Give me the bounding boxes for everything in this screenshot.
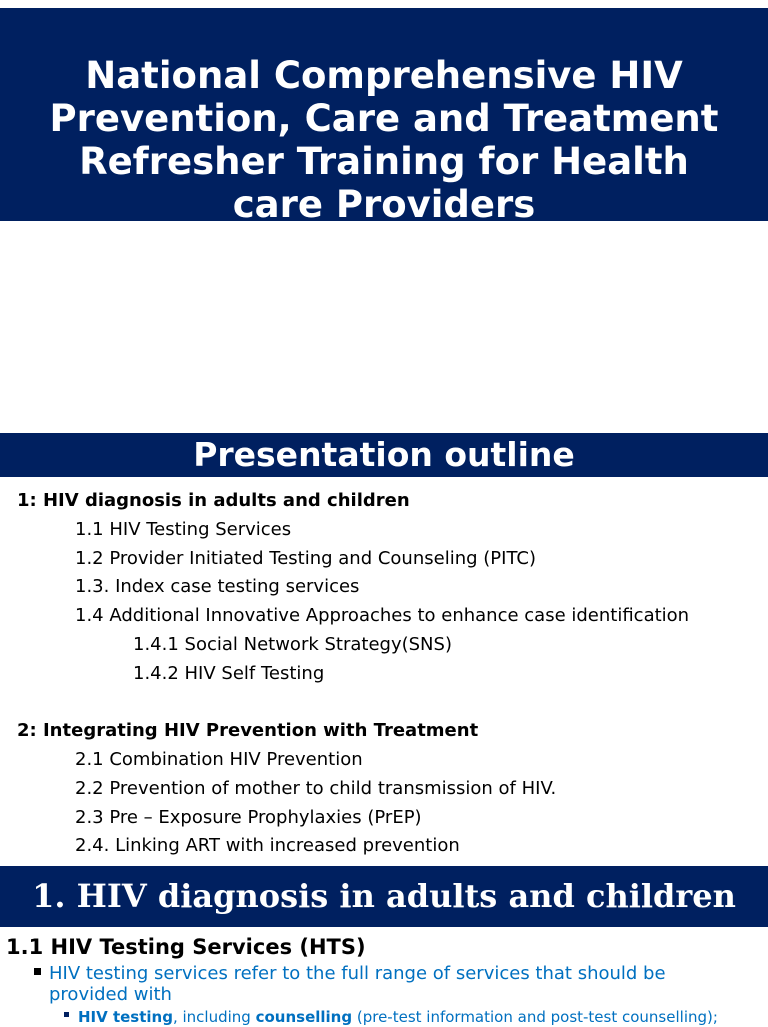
title-line: Prevention, Care and Treatment: [49, 97, 719, 140]
subsection-heading: 1.1 HIV Testing Services (HTS): [6, 935, 366, 959]
outline-item: 1.3. Index case testing services: [75, 576, 360, 597]
bold-term: HIV testing: [78, 1008, 173, 1026]
sub-bullet-fragment: , including: [172, 1008, 256, 1026]
bullet-text: HIV testing services refer to the full range of services that should be provided with: [49, 963, 666, 1005]
sub-bullet-fragment: (pre-test information and post-test counselling);: [352, 1008, 718, 1026]
square-bullet-icon: [64, 1012, 69, 1017]
outline-title: Presentation outline: [193, 435, 575, 474]
outline-item: 2.2 Prevention of mother to child transmission of HIV.: [75, 778, 557, 799]
sub-bullet-text: [78, 1008, 718, 1027]
outline-item: 2.4. Linking ART with increased prevention: [75, 835, 460, 856]
outline-section-heading: 2: Integrating HIV Prevention with Treatment: [17, 720, 479, 741]
outline-item: 2.3 Pre – Exposure Prophylaxies (PrEP): [75, 807, 422, 828]
outline-item: 1.4 Additional Innovative Approaches to enhance case identification: [75, 605, 690, 626]
outline-item: 1.1 HIV Testing Services: [75, 519, 292, 540]
presentation-title: [0, 54, 768, 226]
outline-item: 2.1 Combination HIV Prevention: [75, 749, 363, 770]
title-line: care Providers: [232, 183, 536, 226]
outline-section-heading: 1: HIV diagnosis in adults and children: [17, 490, 410, 511]
bold-term: counselling: [255, 1008, 353, 1026]
section-title: 1. HIV diagnosis in adults and children: [32, 877, 736, 915]
title-line: Refresher Training for Health: [79, 140, 689, 183]
title-line: National Comprehensive HIV: [85, 54, 683, 97]
outline-subitem: 1.4.2 HIV Self Testing: [133, 663, 325, 684]
outline-item: 1.2 Provider Initiated Testing and Counseling (PITC): [75, 548, 536, 569]
outline-header-banner: [0, 433, 768, 477]
square-bullet-icon: [34, 968, 41, 975]
title-banner: [0, 8, 768, 226]
section-header-banner: [0, 866, 768, 927]
outline-subitem: 1.4.1 Social Network Strategy(SNS): [133, 634, 452, 655]
